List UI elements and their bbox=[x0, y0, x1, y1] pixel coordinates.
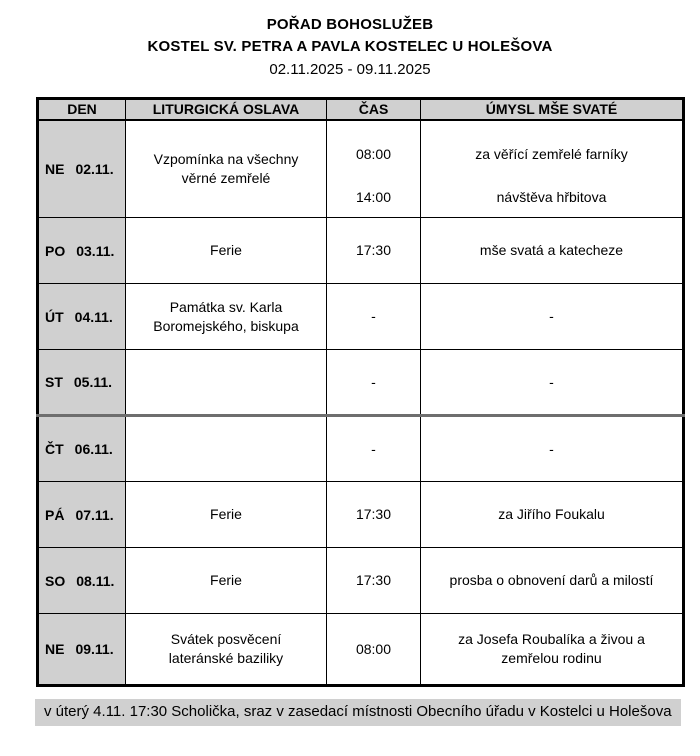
table-row-ct-06-11 bbox=[38, 416, 684, 482]
intention-cell: za Jiřího Foukalu bbox=[421, 482, 684, 548]
table-row-st-05-11 bbox=[38, 350, 684, 416]
page-title: POŘAD BOHOSLUŽEB bbox=[266, 16, 434, 33]
document-header bbox=[0, 0, 700, 79]
schedule-table bbox=[36, 97, 685, 687]
time-value: 14:00 bbox=[355, 188, 392, 205]
celebration-cell: Vzpomínka na všechny věrné zemřelé bbox=[126, 120, 327, 218]
celebration-cell: Ferie bbox=[126, 218, 327, 284]
table-row-ne-09-11 bbox=[38, 614, 684, 686]
church-name: KOSTEL SV. PETRA A PAVLA KOSTELEC U HOLEŠOVA bbox=[147, 38, 553, 55]
time-cell: 17:30 bbox=[327, 218, 421, 284]
celebration-cell: Ferie bbox=[126, 548, 327, 614]
day-abbrev: SO bbox=[45, 572, 66, 589]
day-date: 07.11. bbox=[75, 506, 114, 523]
time-cell: - bbox=[327, 284, 421, 350]
time-cell: 17:30 bbox=[327, 548, 421, 614]
column-header-umysl: ÚMYSL MŠE SVATÉ bbox=[421, 99, 684, 120]
column-header-den: DEN bbox=[38, 99, 126, 120]
day-abbrev: PÁ bbox=[45, 506, 65, 523]
intention-value: návštěva hřbitova bbox=[496, 188, 607, 205]
intention-cell: - bbox=[421, 350, 684, 416]
date-range: 02.11.2025 - 09.11.2025 bbox=[269, 61, 431, 78]
day-abbrev: NE bbox=[45, 160, 65, 177]
day-abbrev: ÚT bbox=[45, 308, 64, 325]
day-date: 09.11. bbox=[75, 641, 114, 657]
time-value: 08:00 bbox=[355, 145, 392, 162]
day-date: 05.11. bbox=[73, 374, 113, 390]
day-abbrev: PO bbox=[45, 242, 66, 259]
day-date: 02.11. bbox=[75, 160, 114, 177]
intention-cell: za Josefa Roubalíka a živou a zemřelou rodinu bbox=[421, 614, 684, 686]
intention-cell: mše svatá a katecheze bbox=[421, 218, 684, 284]
intention-cell bbox=[421, 120, 684, 218]
column-header-cas: ČAS bbox=[327, 99, 421, 120]
day-cell bbox=[38, 350, 126, 416]
day-date: 06.11. bbox=[74, 441, 113, 457]
intention-value: za věřící zemřelé farníky bbox=[475, 145, 628, 162]
celebration-cell: Svátek posvěcení lateránské baziliky bbox=[126, 614, 327, 686]
celebration-cell bbox=[126, 416, 327, 482]
time-cell: 08:00 bbox=[327, 614, 421, 686]
day-abbrev: NE bbox=[45, 641, 65, 657]
intention-cell: - bbox=[421, 416, 684, 482]
day-cell bbox=[38, 614, 126, 686]
day-abbrev: ST bbox=[45, 374, 63, 390]
day-cell bbox=[38, 218, 126, 284]
table-row-po-03-11 bbox=[38, 218, 684, 284]
day-cell bbox=[38, 416, 126, 482]
celebration-cell: Památka sv. Karla Boromejského, biskupa bbox=[126, 284, 327, 350]
time-cell bbox=[327, 120, 421, 218]
day-cell bbox=[38, 482, 126, 548]
celebration-cell: Ferie bbox=[126, 482, 327, 548]
day-cell bbox=[38, 120, 126, 218]
table-header-row bbox=[38, 99, 684, 120]
day-date: 04.11. bbox=[74, 308, 113, 325]
table-row-ne-02-11 bbox=[38, 120, 684, 218]
footer-note: v úterý 4.11. 17:30 Scholička, sraz v zasedací místnosti Obecního úřadu v Kostelci u Holešova bbox=[35, 699, 681, 726]
day-date: 08.11. bbox=[76, 572, 115, 589]
table-row-ut-04-11 bbox=[38, 284, 684, 350]
day-cell bbox=[38, 284, 126, 350]
day-cell bbox=[38, 548, 126, 614]
table-row-pa-07-11 bbox=[38, 482, 684, 548]
intention-cell: - bbox=[421, 284, 684, 350]
time-cell: - bbox=[327, 416, 421, 482]
day-abbrev: ČT bbox=[45, 441, 64, 457]
intention-cell: prosba o obnovení darů a milostí bbox=[421, 548, 684, 614]
celebration-cell bbox=[126, 350, 327, 416]
table-row-so-08-11 bbox=[38, 548, 684, 614]
column-header-liturgicka-oslava: LITURGICKÁ OSLAVA bbox=[126, 99, 327, 120]
day-date: 03.11. bbox=[76, 242, 115, 259]
time-cell: 17:30 bbox=[327, 482, 421, 548]
time-cell: - bbox=[327, 350, 421, 416]
